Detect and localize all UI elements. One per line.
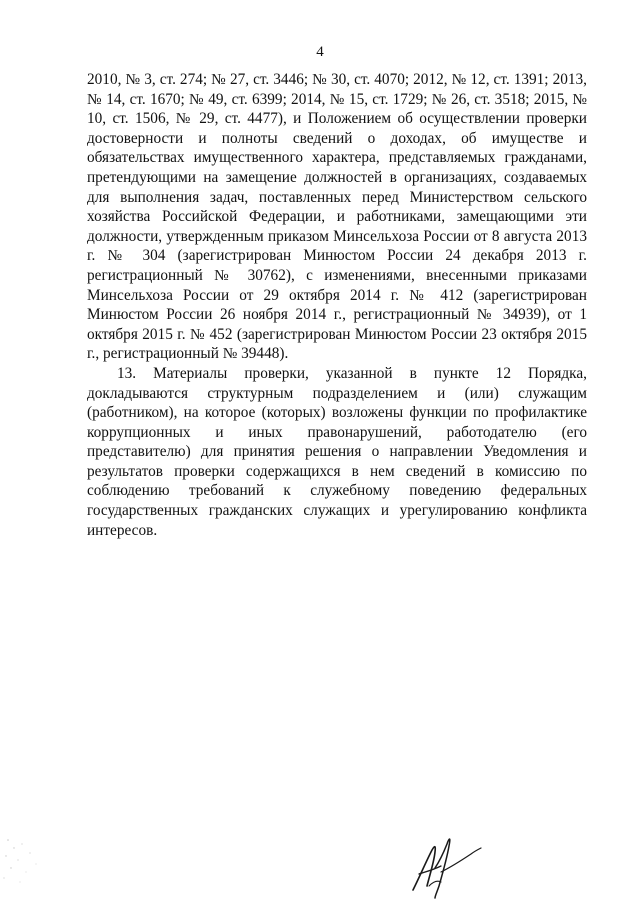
handwritten-signature [405, 828, 485, 900]
document-body [87, 70, 587, 540]
paragraph-continuation: 2010, № 3, ст. 274; № 27, ст. 3446; № 30, ст. 4070; 2012, № 12, ст. 1391; 2013, № 14, ст. 1670; № 49, ст. 6399; 2014, № 15, ст. 1729; № 26, ст. 3518; 2015, № 10, ст. 1506, № 29, ст. 4477), и Положением об осуществлении проверки достоверности и полноты сведений о доходах, об имуществе и обязательствах имущественного характера, представляемых гражданами, претендующими на замещение должностей в организациях, создаваемых для выполнения задач, поставленных перед Министерством сельского хозяйства Российской Федерации, и работниками, замещающими эти должности, утвержденным приказом Минсельхоза России от 8 августа 2013 г. № 304 (зарегистрирован Минюстом России 24 декабря 2013 г. регистрационный № 30762), с изменениями, внесенными приказами Минсельхоза России от 29 октября 2014 г. № 412 (зарегистрирован Минюстом России 26 ноября 2014 г., регистрационный № 34939), от 1 октября 2015 г. № 452 (зарегистрирован Минюстом России 23 октября 2015 г., регистрационный № 39448). [87, 71, 587, 363]
paragraph-item-13: 13. Материалы проверки, указанной в пункте 12 Порядка, докладываются структурным подразделением и (или) служащим (работником), на которое (которых) возложены функции по профилактике коррупционных и иных правонарушений, работодателю (его представителю) для принятия решения о направлении Уведомления и результатов проверки содержащихся в нем сведений в комиссию по соблюдению требований к служебному поведению федеральных государственных гражданских служащих и урегулированию конфликта интересов. [87, 364, 587, 539]
page-number: 4 [316, 44, 324, 60]
scan-noise-mark [0, 820, 60, 900]
